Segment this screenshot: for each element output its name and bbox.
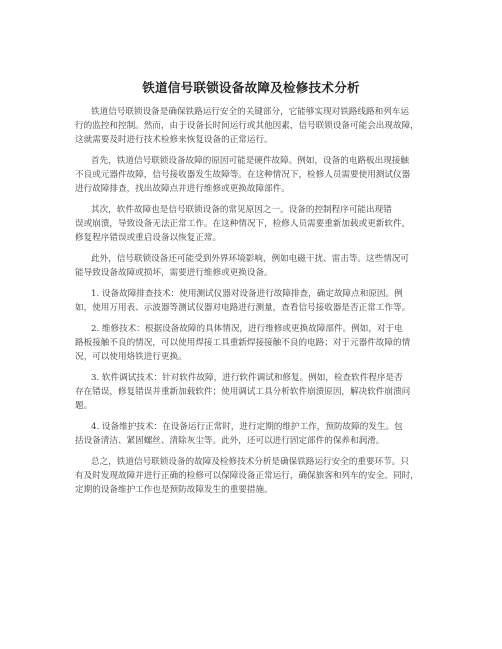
paragraph-line: 行的监控和控制。然而，由于设备长时间运行或其他因素，信号联锁设备可能会出现故障， — [75, 121, 419, 131]
paragraph-line: 首先，铁道信号联锁设备故障的原因可能是硬件故障。例如，设备的电路板出现接触 — [91, 156, 409, 166]
paragraph-line: 铁道信号联锁设备是确保铁路运行安全的关键部分，它能够实现对铁路线路和列车运 — [91, 107, 409, 117]
paragraph-line: 定期的设备维护工作也是预防故障发生的重要措施。 — [75, 485, 273, 495]
list-item-line: 3. 软件调试技术：针对软件故障，进行软件调试和修复。例如，检查软件程序是否 — [91, 373, 403, 383]
document-title: 铁道信号联锁设备故障及检修技术分析 — [142, 80, 360, 95]
list-item-line: 如，使用万用表、示波器等测试仪器对电路进行测量，查看信号接收器是否正常工作等。 — [75, 303, 411, 313]
paragraph-line: 进行故障排查，找出故障点并进行维修或更换故障部件。 — [75, 184, 290, 194]
paragraph-line: 不良或元器件故障，信号接收器发生故障等。在这种情况下，检修人员需要使用测试仪器 — [75, 170, 411, 180]
list-item-line: 1. 设备故障排查技术：使用测试仪器对设备进行故障排查，确定故障点和原因。例 — [91, 289, 403, 299]
paragraph-line: 总之，铁道信号联锁设备的故障及检修技术分析是确保铁路运行安全的重要环节。只 — [91, 457, 409, 467]
list-item-line: 题。 — [75, 401, 93, 411]
paragraph-line: 这就需要及时进行技术检修来恢复设备的正常运行。 — [75, 135, 273, 145]
list-item-line: 路板接触不良的情况，可以使用焊接工具重新焊接接触不良的电路；对于元器件故障的情 — [75, 338, 411, 348]
list-item-line: 2. 维修技术：根据设备故障的具体情况，进行维修或更换故障部件。例如，对于电 — [91, 324, 403, 334]
list-item-line: 况，可以使用烙铁进行更换。 — [75, 352, 187, 362]
paragraph-line: 修复程序错误或重启设备以恢复正常。 — [75, 233, 222, 243]
paragraph-line: 有及时发现故障并进行正确的检修可以保障设备正常运行，确保旅客和列车的安全。同时， — [75, 471, 419, 481]
list-item-line: 4. 设备维护技术：在设备运行正常时，进行定期的维护工作，预防故障的发生。包 — [91, 422, 403, 432]
list-item-line: 存在错误，修复错误并重新加载软件；使用调试工具分析软件崩溃原因，解决软件崩溃问 — [75, 387, 411, 397]
paragraph-line: 此外，信号联锁设备还可能受到外界环境影响，例如电磁干扰、雷击等。这些情况可 — [91, 254, 409, 264]
paragraph-line: 其次，软件故障也是信号联锁设备的常见原因之一。设备的控制程序可能出现错 — [91, 205, 392, 215]
paragraph-line: 能导致设备故障或损坏，需要进行维修或更换设备。 — [75, 268, 273, 278]
paragraph-line: 误或崩溃，导致设备无法正常工作。在这种情况下，检修人员需要重新加载或更新软件， — [75, 219, 411, 229]
list-item-line: 括设备清洁、紧固螺丝、清除灰尘等。此外，还可以进行固定部件的保养和润滑。 — [75, 436, 385, 446]
